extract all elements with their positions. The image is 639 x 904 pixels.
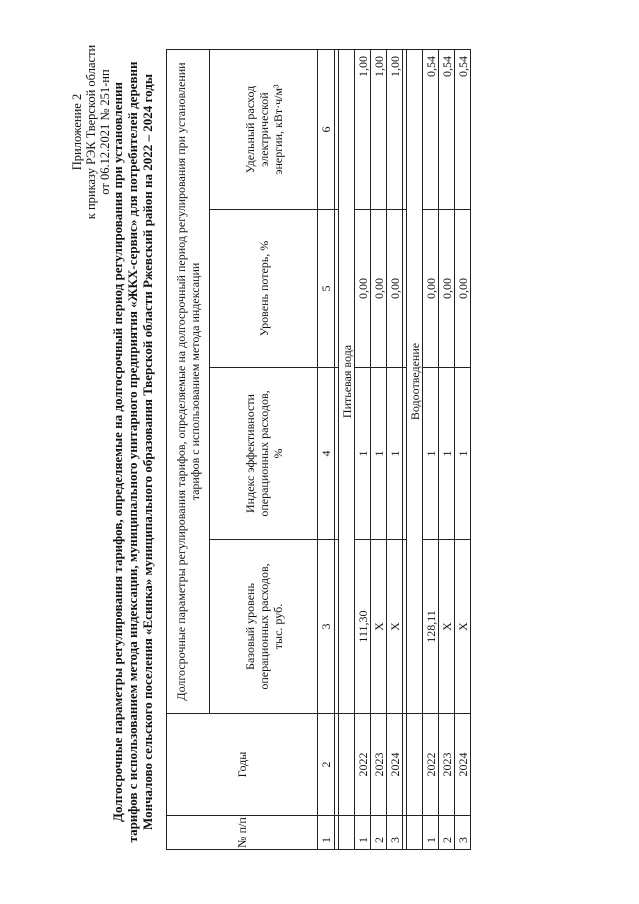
document-title <box>110 52 155 852</box>
cell-energy: 1,00 <box>371 49 387 209</box>
title-line: тарифов с использованием метода индексации, муниципального унитарного предприятия «ЖКХ-сервис» для потребителей деревни <box>125 61 140 843</box>
col-number: 2 <box>318 714 335 816</box>
cell-num: 2 <box>371 816 387 850</box>
header-years: Годы <box>167 714 318 816</box>
cell-losses: 0,00 <box>423 210 439 368</box>
cell-num: 3 <box>387 816 403 850</box>
cell-losses: 0,00 <box>355 210 371 368</box>
cell-index: 1 <box>355 368 371 540</box>
col-number: 6 <box>318 49 335 209</box>
cell-base: X <box>387 540 403 714</box>
table-row <box>455 49 471 849</box>
appendix-block <box>70 32 112 232</box>
header-energy: Удельный расход электрической энергии, кВт·ч/м³ <box>210 49 318 209</box>
header-base: Базовый уровень операционных расходов, тыс. руб. <box>210 540 318 714</box>
cell-index: 1 <box>439 368 455 540</box>
cell-base: X <box>455 540 471 714</box>
cell-base: X <box>439 540 455 714</box>
section-name: Водоотведение <box>407 49 423 713</box>
header-num: № п/п <box>167 816 318 850</box>
cell-num: 3 <box>455 816 471 850</box>
cell-energy: 0,54 <box>439 49 455 209</box>
section-row <box>407 49 423 849</box>
header-index: Индекс эффективности операционных расходов, % <box>210 368 318 540</box>
header-losses: Уровень потерь, % <box>210 210 318 368</box>
header-group: Долгосрочные параметры регулирования тарифов, определяемые на долгосрочный период регулирования при установлении тарифов с использованием метода индексации <box>167 49 210 713</box>
header-row-group <box>167 49 210 849</box>
title-line: Мончалово сельского поселения «Есинка» муниципального образования Тверской области Ржевский район на 2022 – 2024 годы <box>140 74 155 830</box>
cell-num: 1 <box>423 816 439 850</box>
cell-base: 128,11 <box>423 540 439 714</box>
cell-losses: 0,00 <box>371 210 387 368</box>
cell-index: 1 <box>387 368 403 540</box>
cell-losses: 0,00 <box>455 210 471 368</box>
column-number-row <box>318 49 335 849</box>
table-row <box>439 49 455 849</box>
cell-energy: 0,54 <box>423 49 439 209</box>
cell-num: 2 <box>439 816 455 850</box>
cell-index: 1 <box>455 368 471 540</box>
cell-index: 1 <box>423 368 439 540</box>
col-number: 3 <box>318 540 335 714</box>
title-line: Долгосрочные параметры регулирования тарифов, определяемые на долгосрочный период регулирования при установлении <box>110 82 125 822</box>
appendix-line: к приказу РЭК Тверской области <box>84 44 98 220</box>
cell-energy: 0,54 <box>455 49 471 209</box>
col-number: 5 <box>318 210 335 368</box>
cell-base: 111,30 <box>355 540 371 714</box>
cell-year: 2022 <box>423 714 439 816</box>
cell-year: 2022 <box>355 714 371 816</box>
table-row <box>387 49 403 849</box>
table-row <box>371 49 387 849</box>
section-row <box>339 49 355 849</box>
table-row <box>355 49 371 849</box>
cell-year: 2024 <box>387 714 403 816</box>
col-number: 4 <box>318 368 335 540</box>
col-number: 1 <box>318 816 335 850</box>
cell-year: 2024 <box>455 714 471 816</box>
table-row <box>423 49 439 849</box>
cell-year: 2023 <box>371 714 387 816</box>
rotated-page <box>26 12 626 872</box>
cell-year: 2023 <box>439 714 455 816</box>
cell-losses: 0,00 <box>387 210 403 368</box>
parameters-table <box>166 49 471 850</box>
appendix-line: Приложение 2 <box>70 93 84 171</box>
section-name: Питьевая вода <box>339 49 355 713</box>
appendix-line: от 06.12.2021 № 251-нп <box>98 69 112 195</box>
cell-energy: 1,00 <box>355 49 371 209</box>
cell-num: 1 <box>355 816 371 850</box>
cell-energy: 1,00 <box>387 49 403 209</box>
cell-base: X <box>371 540 387 714</box>
cell-index: 1 <box>371 368 387 540</box>
cell-losses: 0,00 <box>439 210 455 368</box>
